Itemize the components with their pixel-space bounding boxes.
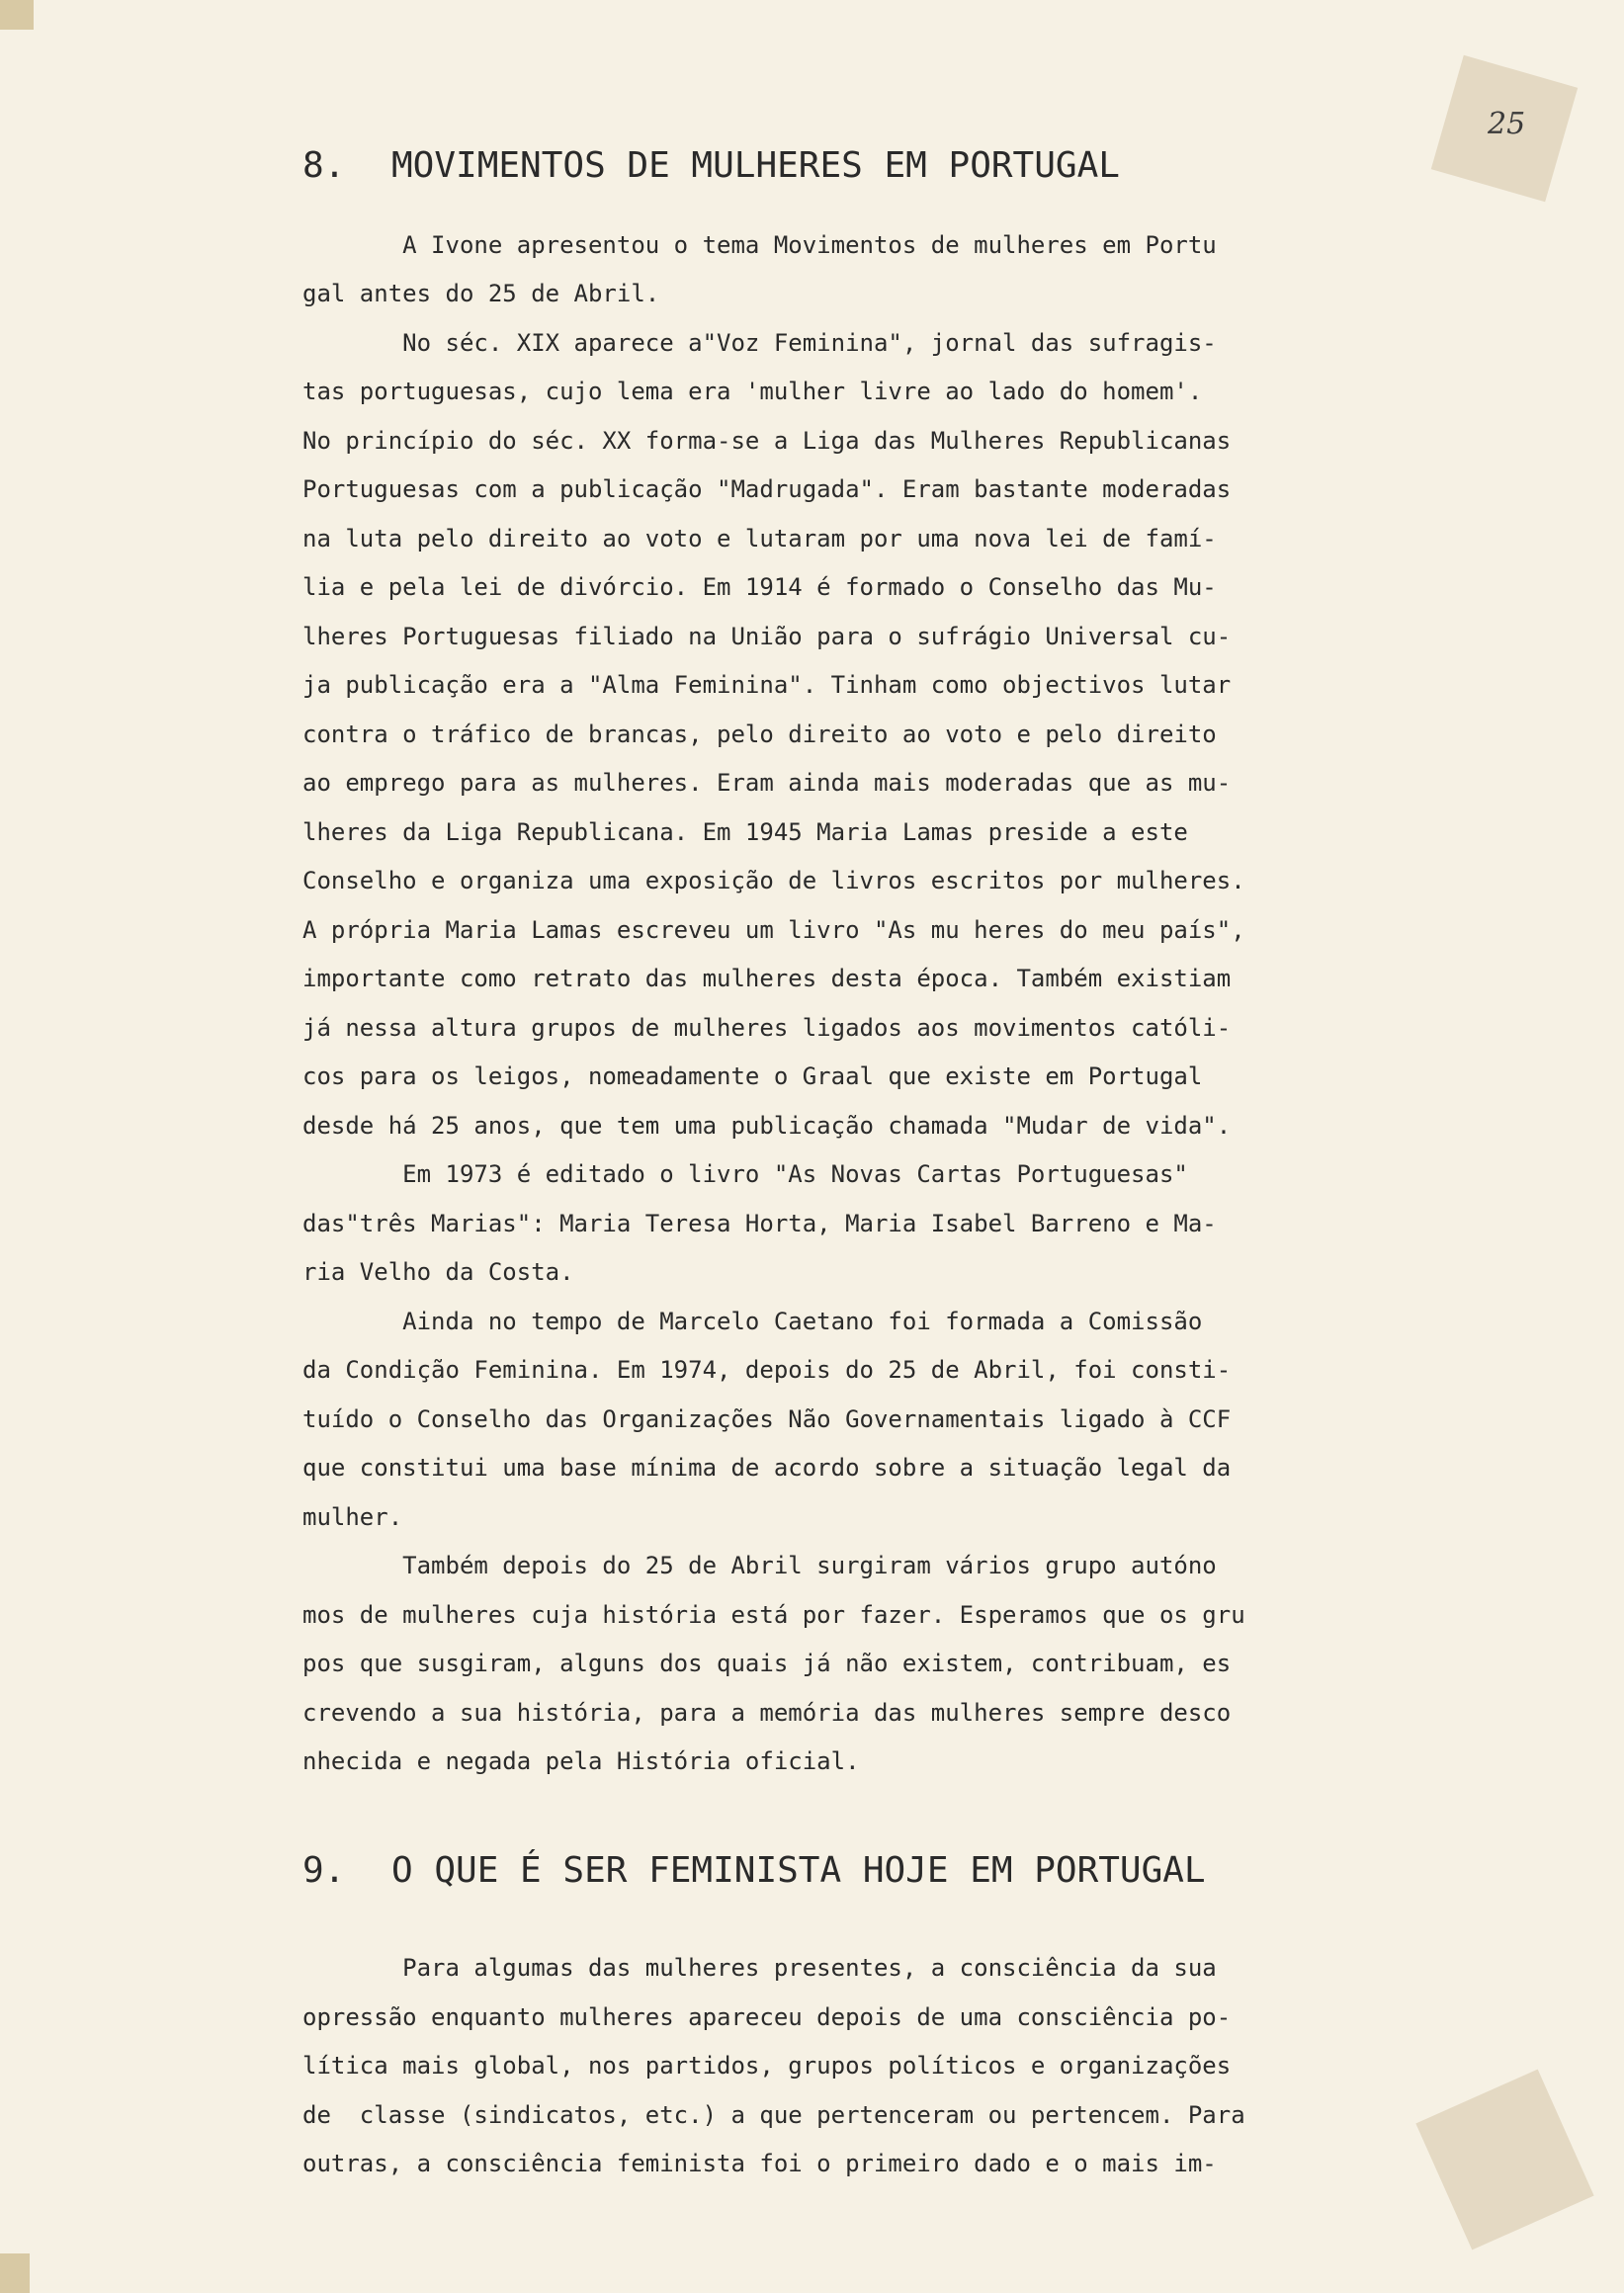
text-line: Ainda no tempo de Marcelo Caetano foi formada a Comissão (302, 1307, 1203, 1335)
text-line: de classe (sindicatos, etc.) a que pertenceram ou pertencem. Para (302, 2100, 1245, 2129)
text-line: contra o tráfico de brancas, pelo direito ao voto e pelo direito (302, 720, 1217, 748)
text-line: que constitui uma base mínima de acordo sobre a situação legal da (302, 1454, 1232, 1482)
text-line: gal antes do 25 de Abril. (302, 280, 660, 307)
text-line: A própria Maria Lamas escreveu um livro "As mu heres do meu país", (302, 915, 1245, 944)
section-number: 8. (302, 145, 346, 186)
text-line: Conselho e organiza uma exposição de livros escritos por mulheres. (302, 867, 1245, 894)
section-heading-8 (302, 141, 1459, 191)
text-line: lia e pela lei de divórcio. Em 1914 é formado o Conselho das Mu- (302, 573, 1217, 601)
text-line: da Condição Feminina. Em 1974, depois do 25 de Abril, foi consti- (302, 1356, 1232, 1384)
text-line: cos para os leigos, nomeadamente o Graal que existe em Portugal (302, 1062, 1203, 1090)
document-body (302, 141, 1459, 2189)
text-line: nhecida e negada pela História oficial. (302, 1747, 860, 1775)
text-line: das"três Marias": Maria Teresa Horta, Maria Isabel Barreno e Ma- (302, 1209, 1217, 1237)
text-line: No séc. XIX aparece a"Voz Feminina", jornal das sufragis- (302, 328, 1217, 357)
text-line: A Ivone apresentou o tema Movimentos de mulheres em Portu (302, 230, 1217, 259)
text-line: lítica mais global, nos partidos, grupos políticos e organizações (302, 2052, 1232, 2080)
paper-edge-bottom-left (0, 2253, 30, 2293)
text-line: Portuguesas com a publicação "Madrugada". Eram bastante moderadas (302, 475, 1232, 503)
text-line: já nessa altura grupos de mulheres ligados aos movimentos católi- (302, 1013, 1232, 1042)
text-line: crevendo a sua história, para a memória das mulheres sempre desco (302, 1698, 1232, 1727)
text-line: No princípio do séc. XX forma-se a Liga das Mulheres Republicanas (302, 426, 1232, 455)
text-line: mos de mulheres cuja história está por fazer. Esperamos que os gru (302, 1600, 1245, 1629)
text-line: ria Velho da Costa. (302, 1258, 574, 1286)
text-line: mulher. (302, 1502, 403, 1531)
section-9-body (302, 1944, 1459, 2189)
text-line: tas portuguesas, cujo lema era 'mulher livre ao lado do homem'. (302, 378, 1203, 405)
text-line: Também depois do 25 de Abril surgiram vários grupo autóno (302, 1552, 1217, 1579)
text-line: importante como retrato das mulheres desta época. Também existiam (302, 965, 1232, 992)
text-line: na luta pelo direito ao voto e lutaram por uma nova lei de famí- (302, 524, 1217, 552)
text-line: lheres da Liga Republicana. Em 1945 Maria Lamas preside a este (302, 817, 1188, 846)
text-line: ao emprego para as mulheres. Eram ainda mais moderadas que as mu- (302, 769, 1232, 797)
text-line: outras, a consciência feminista foi o primeiro dado e o mais im- (302, 2150, 1217, 2177)
text-line: pos que susgiram, alguns dos quais já não existem, contribuam, es (302, 1650, 1232, 1677)
text-line: Para algumas das mulheres presentes, a consciência da sua (302, 1954, 1217, 1982)
paper-edge-top-left (0, 0, 34, 30)
text-line: opressão enquanto mulheres apareceu depois de uma consciência po- (302, 2002, 1232, 2031)
section-number: 9. (302, 1849, 346, 1891)
text-line: desde há 25 anos, que tem uma publicação chamada "Mudar de vida". (302, 1111, 1232, 1140)
section-8-body (302, 221, 1459, 1787)
text-line: lheres Portuguesas filiado na União para o sufrágio Universal cu- (302, 622, 1232, 650)
page-number: 25 (1488, 107, 1526, 141)
text-line: ja publicação era a "Alma Feminina". Tinham como objectivos lutar (302, 671, 1232, 699)
section-title: MOVIMENTOS DE MULHERES EM PORTUGAL (391, 145, 1120, 186)
section-heading-9 (302, 1846, 1459, 1896)
section-title: O QUE É SER FEMINISTA HOJE EM PORTUGAL (391, 1849, 1206, 1891)
text-line: Em 1973 é editado o livro "As Novas Cartas Portuguesas" (302, 1160, 1188, 1188)
text-line: tuído o Conselho das Organizações Não Governamentais ligado à CCF (302, 1404, 1232, 1433)
